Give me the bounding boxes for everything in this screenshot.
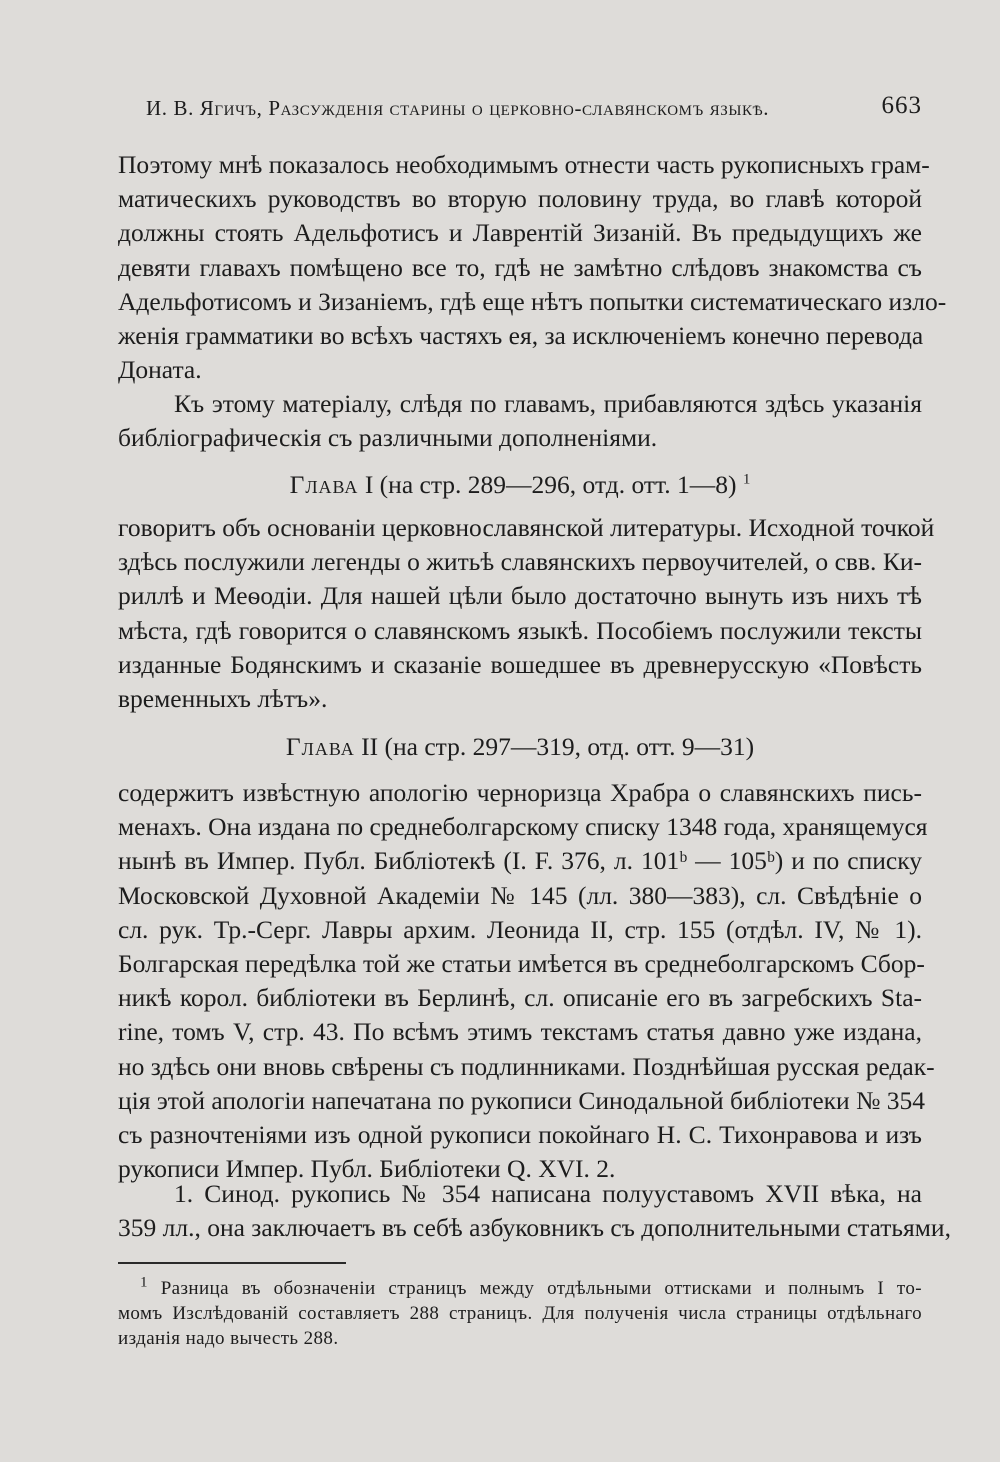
text-line: ція этой апологіи напечатана по рукописи Синодальной библіотеки № 354 xyxy=(118,1085,926,1115)
chapter-2-pages: II (на стр. 297—319, отд. отт. 9—31) xyxy=(354,732,755,761)
text-line: содержитъ извѣстную апологію черноризца Храбра о славянскихъ пись- xyxy=(118,778,922,807)
text-line: Поэтому мнѣ показалось необходимымъ отнести часть рукописныхъ грам- xyxy=(118,150,930,179)
page-number: 663 xyxy=(881,92,922,119)
text-line: но здѣсь они вновь свѣрены съ подлинниками. Позднѣйшая русская редак- xyxy=(118,1051,935,1081)
text-line: Болгарская передѣлка той же статьи имѣется въ среднеболгарскомъ Сбор- xyxy=(118,948,925,978)
text-line: рукописи Импер. Публ. Библіотеки Q. XVI. 2. xyxy=(118,1154,616,1184)
text-line: должны стоять Адельфотисъ и Лаврентій Зизаній. Въ предыдущихъ же xyxy=(118,218,922,248)
footnote-line: изданія надо вычесть 288. xyxy=(118,1328,339,1349)
chapter-1-pages: I (на стр. 289—296, отд. отт. 1—8) xyxy=(358,470,743,499)
text-line: 359 лл., она заключаетъ въ себѣ азбуковникъ съ дополнительными статьями, xyxy=(118,1213,951,1243)
intro-paragraph-2 xyxy=(118,387,922,455)
text-line: Московской Духовной Академіи № 145 (лл. 380—383), сл. Свѣдѣніе о xyxy=(118,880,922,910)
footnote xyxy=(118,1276,922,1351)
chapter-1-heading xyxy=(118,468,922,502)
text-line: Доната. xyxy=(118,355,202,385)
text-line: матическихъ руководствъ во вторую половину труда, во главѣ которой xyxy=(118,184,922,214)
text-line: 1. Синод. рукопись № 354 написана полууставомъ XVII вѣка, на xyxy=(174,1179,922,1208)
text-line: девяти главахъ помѣщено все то, гдѣ не замѣтно слѣдовъ знакомства съ xyxy=(118,252,922,282)
running-title: И. В. Ягичъ, Разсужденія старины о церковно-славянскомъ языкѣ. xyxy=(146,96,770,120)
footnote-line xyxy=(118,1276,922,1301)
text-line: съ разночтеніями изъ одной рукописи покойнаго Н. С. Тихонравова и изъ xyxy=(118,1119,922,1149)
text-line: rine, томъ V, стр. 43. По всѣмъ этимъ текстамъ статья давно уже издана, xyxy=(118,1017,922,1047)
text-line: сл. рук. Тр.-Серг. Лавры архим. Леонида II, стр. 155 (отдѣл. IV, № 1). xyxy=(118,914,922,944)
running-header xyxy=(146,92,922,126)
text-line: мѣста, гдѣ говорится о славянскомъ языкѣ. Пособіемъ послужили тексты xyxy=(118,615,922,645)
footnote-line: момъ Изслѣдованій составляетъ 288 страницъ. Для полученія числа страницы отдѣльнаго xyxy=(118,1303,922,1324)
chapter-2-heading xyxy=(118,730,922,764)
intro-paragraph xyxy=(118,148,947,387)
footnote-reference: 1 xyxy=(742,471,751,488)
text-line: здѣсь послужили легенды о житьѣ славянскихъ первоучителей, о свв. Ки- xyxy=(118,547,922,577)
text-line: изданные Бодянскимъ и сказаніе вошедшее въ древнерусскую «Повѣсть xyxy=(118,649,922,679)
footnote-mark: 1 xyxy=(140,1274,148,1291)
footnote-separator xyxy=(118,1262,346,1264)
text-line: библіографическія съ различными дополненіями. xyxy=(118,423,658,453)
text-line: риллѣ и Меѳодіи. Для нашей цѣли было достаточно вынуть изъ нихъ тѣ xyxy=(118,581,922,611)
synod-manuscript-paragraph xyxy=(118,1177,951,1245)
footnote-text: Разница въ обозначеніи страницъ между отдѣльными оттисками и полнымъ I то- xyxy=(160,1278,922,1299)
text-line: говоритъ объ основаніи церковнославянской литературы. Исходной точкой xyxy=(118,513,935,542)
text-line: Къ этому матеріалу, слѣдя по главамъ, прибавляются здѣсь указанія xyxy=(174,389,922,418)
text-line: нынѣ въ Импер. Публ. Библіотекѣ (I. F. 376, л. 101ᵇ — 105ᵇ) и по списку xyxy=(118,846,922,876)
chapter-2-label: Глава xyxy=(285,732,355,761)
text-line: женія грамматики во всѣхъ частяхъ ея, за исключеніемъ конечно перевода xyxy=(118,320,924,350)
text-line: временныхъ лѣтъ». xyxy=(118,683,328,713)
text-line: Адельфотисомъ и Зизаніемъ, гдѣ еще нѣтъ попытки систематическаго изло- xyxy=(118,286,947,316)
chapter-1-label: Глава xyxy=(289,470,359,499)
chapter-2-body xyxy=(118,776,935,1186)
chapter-1-body xyxy=(118,511,935,716)
text-line: никѣ корол. библіотеки въ Берлинѣ, сл. описаніе его въ загребскихъ Sta- xyxy=(118,983,922,1013)
text-line: менахъ. Она издана по среднеболгарскому списку 1348 года, хранящемуся xyxy=(118,812,928,842)
